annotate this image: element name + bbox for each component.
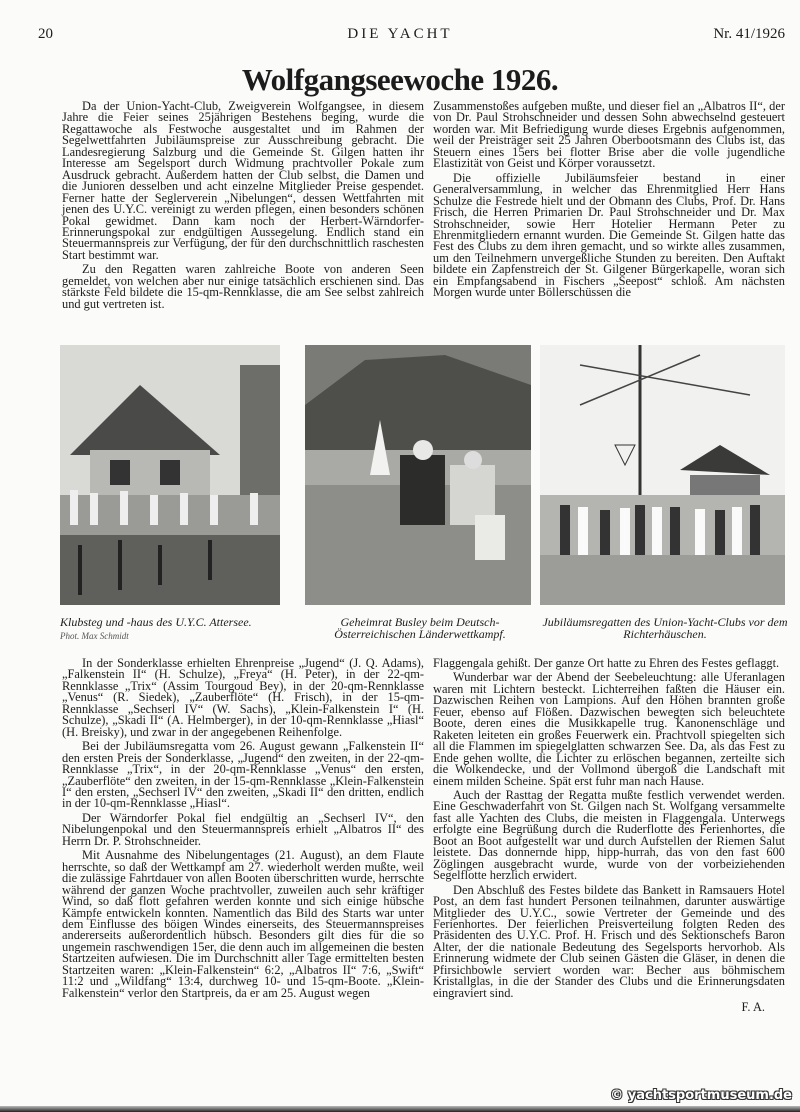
photo-caption bbox=[60, 616, 300, 642]
caption-text: Klubsteg und -haus des U.Y.C. Attersee. bbox=[60, 615, 252, 629]
photo-credit: Phot. Max Schmidt bbox=[60, 631, 129, 641]
author-signature: F. A. bbox=[741, 1000, 765, 1015]
article-title: Wolfgangseewoche 1926. bbox=[241, 62, 559, 97]
photo-club-house bbox=[60, 345, 280, 605]
column-top-left bbox=[62, 101, 424, 313]
paragraph: Mit Ausnahme des Nibelungentages (21. August), an dem Flaute herrschte, so daß der Wettkampf am 27. wiederholt werden mußte, weil die zulässige Fahrtdauer von allen Booten überschritten wurde, herrschte während der ganzen Woche prachtvoller, zuweilen auch sehr kräftiger Wind, so daß flott gefahren werden konnte und sich einige hübsche Kämpfe entwickeln konnten. Namentlich das Bild des Starts war unter dem Einflusse des böigen Windes einerseits, des Steuermannspreises andererseits außerordentlich hübsch. Besonders gilt dies für die so ungemein raschwendigen 15er, die denn auch im allgemeinen die besten Startzeiten aufwiesen. Die im Durchschnitt aller Tage ermittelten besten Startzeiten waren: „Klein-Falkenstein“ 6:2, „Albatros II“ 7:6, „Swift“ 11:2 und „Wildfang“ 13:4, durchweg 10- und 15-qm-Boote. „Klein-Falkenstein“ verlor den Startpreis, da er am 25. August wegen bbox=[62, 848, 424, 1000]
paragraph: Flaggengala gehißt. Der ganze Ort hatte zu Ehren des Festes geflaggt. bbox=[433, 656, 780, 670]
paragraph: Bei der Jubiläumsregatta vom 26. August gewann „Falkenstein II“ den ersten Preis der Sonderklasse, „Jugend“ den zweiten, in der 22-qm-Rennklasse „Trix“, in der 20-qm-Rennklasse „Venus“ den ersten, „Zauberflöte“ den zweiten, in der 15-qm-Rennklasse „Klein-Falkenstein I“ den ersten, „Sechserl IV“ den zweiten, „Skadi II“ den dritten, endlich in der 10-qm-Rennklasse „Hiasl“. bbox=[62, 739, 424, 811]
photo-busley bbox=[305, 345, 531, 605]
photo-caption: Jubiläumsregatten des Union-Yacht-Clubs vor dem Richterhäuschen. bbox=[542, 615, 788, 641]
issue-number: Nr. 41/1926 bbox=[713, 26, 785, 42]
column-top-right bbox=[433, 101, 785, 302]
paragraph: Der Wärndorfer Pokal fiel endgültig an „Sechserl IV“, den Nibelungenpokal und den Steuermannspreis erhielt „Albatros II“ des Herrn Dr. P. Strohschneider. bbox=[62, 810, 424, 848]
column-bottom-left bbox=[62, 658, 424, 1002]
photo-judges-hut bbox=[540, 345, 785, 605]
paragraph: Auch der Rasttag der Regatta mußte festlich verwendet werden. Eine Geschwaderfahrt von St. Gilgen nach St. Wolfgang versammelte fast alle Yachten des Clubs, die meisten in Flaggengala. Unterwegs erfolgte eine Begrüßung durch die Ruderflotte des Ferienhortes, die Boot an Boot aufgestellt war und durch Aufstellen der Riemen Salut leistete. Das donnernde hipp, hipp-hurrah, das von den fast 600 Zöglingen ausgebracht wurde, wurde von der vorbeiziehenden Segelflotte herzlich erwidert. bbox=[433, 787, 785, 883]
paragraph: Zusammenstoßes aufgeben mußte, und dieser fiel an „Albatros II“, der von Dr. Paul Strohschneider und dessen Sohn abwechselnd gesteuert worden war. Mit Befriedigung wurde dieses Ergebnis aufgenommen, weil der Preisträger seit 25 Jahren Oberbootsmann des Clubs ist, das Steuern eines 15ers bei flotter Brise aber die volle jugendliche Elastizität von Geist und Körper voraussetzt. bbox=[433, 99, 785, 171]
magazine-name: DIE YACHT bbox=[347, 26, 453, 42]
paragraph: Wunderbar war der Abend der Seebeleuchtung: alle Uferanlagen waren mit Lichtern besteckt. Lichterreihen faßten die Häuser ein. Dazwischen Reihen von Lampions. Auf den Höhen brannten große Feuer, ebenso auf Flößen. Dazwischen bewegten sich beleuchtete Boote, deren eines die Musikkapelle trug. Kanonenschläge und Raketen leiteten ein großes Feuerwerk ein. Prachtvoll spiegelten sich all die Flammen im spiegelglatten schwarzen See. Da, als das Fest zu Ende gehen wollte, die Lichter zu erlöschen begannen, zerteilte sich die Wolkendecke, und der Vollmond übergoß die Landschaft mit einem milden Scheine. Spät erst fuhr man nach Hause. bbox=[433, 670, 785, 788]
paragraph: Die offizielle Jubiläumsfeier bestand in einer Generalversammlung, in welcher das Ehrenmitglied Herr Hans Schulze die Festrede hielt und der Obmann des Clubs, Prof. Dr. Hans Frisch, die Herren Primarien Dr. Paul Strohschneider und Dr. Max Strohschneider, sowie Herr Hotelier Hermann Peter zu Ehrenmitgliedern ernannt wurden. Die Gemeinde St. Gilgen hatte das Fest des Clubs zu dem ihren gemacht, und so wirkte alles zusammen, um den Teilnehmern unvergeßliche Stunden zu bereiten. Den Auftakt bildete ein Zapfenstreich der St. Gilgener Bürgerkapelle, woran sich ein Empfangsabend in Fischers „Seepost“ schloß. Am nächsten Morgen wurde unter Böllerschüssen die bbox=[433, 170, 785, 300]
column-bottom-right bbox=[433, 658, 785, 1014]
paragraph: Da der Union-Yacht-Club, Zweigverein Wolfgangsee, in diesem Jahre die Feier seines 25jährigen Bestehens beging, wurde die Regattawoche als Festwoche ausgestaltet und im Rahmen der Segelwettfahrten Jubiläumspreise zur Ausschreibung gebracht. Die Landesregierung Salzburg und die Gemeinde St. Gilgen hatten ihr Interesse am Segelsport durch Widmung prachtvoller Pokale zum Ausdruck gebracht. Außerdem hatten der Club selbst, die Damen und die Junioren desselben und acht einzelne Mitglieder Preise gespendet. Ferner hatte der Seglerverein „Nibelungen“, dessen Wettfahrten mit jenen des U.Y.C. vereinigt zu werden pflegen, einen besonders schönen Pokal gewidmet. Dann kam noch der Herbert-Wärndorfer-Erinnerungspokal zur endgültigen Aussegelung. Endlich stand ein Steuermannspreis zur Verfügung, der für den durchschnittlich raschesten Start bestimmt war. bbox=[62, 99, 424, 262]
page-edge bbox=[0, 1106, 800, 1112]
page-number: 20 bbox=[38, 26, 53, 42]
paragraph: In der Sonderklasse erhielten Ehrenpreise „Jugend“ (J. Q. Adams), „Falkenstein II“ (H. Schulze), „Freya“ (H. Peter), in der 22-qm-Rennklasse „Trix“ (Assim Tourgoud Bey), in der 20-qm-Rennklasse „Venus“ (R. Siedek), „Zauberflöte“ (H. Frisch), in der 15-qm-Rennklasse „Sechserl IV“ (W. Sachs), „Klein-Falkenstein I“ (H. Schulze), „Skadi II“ (A. Helmberger), in der 10-qm-Rennklasse „Hiasl“ (H. Breisky), und zwar in der angegebenen Reihenfolge. bbox=[62, 656, 424, 739]
paragraph: Zu den Regatten waren zahlreiche Boote von anderen Seen gemeldet, von welchen aber nur einige tatsächlich erschienen sind. Das stärkste Feld bildete die 15-qm-Rennklasse, die am See selbst zahlreich und gut vertreten ist. bbox=[62, 262, 424, 311]
watermark: © yachtsportmuseum.de bbox=[610, 1088, 792, 1103]
photo-caption: Geheimrat Busley beim Deutsch-Österreichischen Länderwettkampf. bbox=[334, 615, 506, 641]
paragraph: Den Abschluß des Festes bildete das Bankett in Ramsauers Hotel Post, an dem fast hundert Personen teilnahmen, darunter auswärtige Mitglieder des U.Y.C., sowie Vertreter der Gemeinde und des Ferienhortes. Der feierlichen Preisverteilung folgten Reden des Präsidenten des U.Y.C. Prof. H. Frisch und des Sektionschefs Baron Alter, der die nationale Bedeutung des Segelsports hervorhob. Als Erinnerung widmete der Club seinen Gästen die Gläser, in denen die Pfirsichbowle serviert worden war: Becher aus böhmischem Kristallglas, in die der Stander des Clubs und die Erinnerungsdaten eingraviert sind. bbox=[433, 882, 785, 1000]
